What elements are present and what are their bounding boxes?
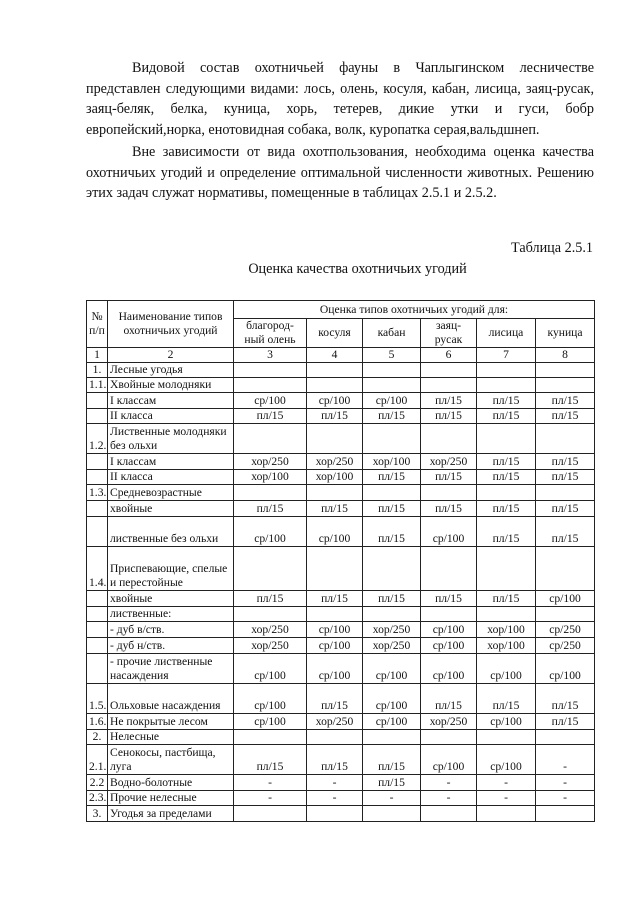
table-row xyxy=(87,501,595,517)
rating-cell: пл/15 xyxy=(536,409,595,424)
rating-cell: - xyxy=(536,775,595,791)
rating-cell: пл/15 xyxy=(307,745,363,775)
rating-cell xyxy=(536,485,595,501)
table-row xyxy=(87,638,595,654)
rating-cell: хор/250 xyxy=(421,454,477,470)
table-row xyxy=(87,775,595,791)
rating-cell xyxy=(477,806,536,822)
row-name: Хвойные молодняки xyxy=(108,378,234,393)
rating-cell: пл/15 xyxy=(421,501,477,517)
rating-cell: хор/250 xyxy=(234,622,307,638)
rating-cell: пл/15 xyxy=(234,591,307,607)
row-name: Лесные угодья xyxy=(108,363,234,378)
rating-cell: пл/15 xyxy=(477,591,536,607)
intro-paragraph-2-text: Вне зависимости от вида охотпользования, необходима оценка качества охотничьих угодий и определение оптимальной численности животных. Решению этих задач служат нормативы, помещенные в таблицах 2.5.1 и 2.5.2. xyxy=(86,144,594,201)
rating-cell xyxy=(307,485,363,501)
rating-cell xyxy=(421,607,477,622)
row-name: Прочие нелесные xyxy=(108,791,234,806)
rating-cell: хор/100 xyxy=(307,470,363,485)
row-number: 1.1. xyxy=(87,378,108,393)
row-name: лиственные: xyxy=(108,607,234,622)
intro-paragraph-1-text: Видовой состав охотничьей фауны в Чаплыгинском лесничестве представлен следующими видами: лось, олень, косуля, кабан, лисица, заяц-русак, заяц-беляк, белка, куница, хорь, тетерев, дикие утки и гуси, бобр европейский,норка, енотовидная собака, волк, куропатка серая,вальдшнеп. xyxy=(86,60,594,138)
rating-cell xyxy=(363,363,421,378)
rating-cell xyxy=(234,730,307,745)
column-number: 8 xyxy=(536,348,595,363)
rating-cell: пл/15 xyxy=(536,684,595,714)
rating-cell: хор/100 xyxy=(234,470,307,485)
rating-cell: ср/100 xyxy=(307,654,363,684)
table-row xyxy=(87,547,595,591)
row-number: 1. xyxy=(87,363,108,378)
rating-cell: пл/15 xyxy=(477,470,536,485)
rating-cell: пл/15 xyxy=(234,409,307,424)
row-number: 2.2 xyxy=(87,775,108,791)
rating-cell xyxy=(363,806,421,822)
column-number: 5 xyxy=(363,348,421,363)
rating-cell: пл/15 xyxy=(363,409,421,424)
rating-cell: пл/15 xyxy=(477,684,536,714)
rating-cell: пл/15 xyxy=(363,517,421,547)
rating-cell xyxy=(363,730,421,745)
row-name: - дуб н/ств. xyxy=(108,638,234,654)
rating-cell xyxy=(536,424,595,454)
row-name: Нелесные xyxy=(108,730,234,745)
rating-cell xyxy=(363,424,421,454)
rating-cell: ср/100 xyxy=(307,638,363,654)
table-body xyxy=(87,363,595,822)
table-title: Оценка качества охотничьих угодий xyxy=(248,261,467,277)
rating-cell: ср/250 xyxy=(536,638,595,654)
rating-cell: пл/15 xyxy=(234,745,307,775)
rating-cell: ср/100 xyxy=(421,517,477,547)
table-row xyxy=(87,591,595,607)
row-number xyxy=(87,654,108,684)
table-row xyxy=(87,485,595,501)
row-name: II класса xyxy=(108,470,234,485)
table-row xyxy=(87,517,595,547)
row-number xyxy=(87,517,108,547)
rating-cell: пл/15 xyxy=(421,470,477,485)
rating-cell: хор/250 xyxy=(234,638,307,654)
rating-cell xyxy=(307,806,363,822)
row-number xyxy=(87,393,108,409)
row-name: Сенокосы, пастбища, луга xyxy=(108,745,234,775)
rating-cell: хор/250 xyxy=(363,638,421,654)
row-number xyxy=(87,501,108,517)
row-name: хвойные xyxy=(108,501,234,517)
rating-cell: пл/15 xyxy=(421,591,477,607)
row-name: Средневозрастные xyxy=(108,485,234,501)
header-species: косуля xyxy=(307,319,363,348)
rating-cell: пл/15 xyxy=(363,745,421,775)
row-name: лиственные без ольхи xyxy=(108,517,234,547)
table-row xyxy=(87,654,595,684)
rating-cell xyxy=(234,607,307,622)
rating-cell xyxy=(536,547,595,591)
column-number: 1 xyxy=(87,348,108,363)
table-row xyxy=(87,622,595,638)
rating-cell xyxy=(421,424,477,454)
rating-cell xyxy=(363,378,421,393)
rating-cell: пл/15 xyxy=(234,501,307,517)
column-number: 3 xyxy=(234,348,307,363)
row-name: Угодья за пределами xyxy=(108,806,234,822)
rating-cell: ср/100 xyxy=(234,393,307,409)
row-number xyxy=(87,409,108,424)
rating-cell xyxy=(307,424,363,454)
row-number xyxy=(87,454,108,470)
row-number: 1.2. xyxy=(87,424,108,454)
header-name: Наименование типов охотничьих угодий xyxy=(108,301,234,348)
rating-cell: пл/15 xyxy=(536,393,595,409)
rating-cell: - xyxy=(477,775,536,791)
rating-cell: ср/100 xyxy=(307,622,363,638)
rating-cell xyxy=(234,378,307,393)
rating-cell: ср/100 xyxy=(363,654,421,684)
rating-cell: пл/15 xyxy=(536,501,595,517)
rating-cell: хор/250 xyxy=(234,454,307,470)
row-number: 2.3. xyxy=(87,791,108,806)
row-number: 1.4. xyxy=(87,547,108,591)
row-name: I классам xyxy=(108,454,234,470)
row-name: Лиственные молодняки без ольхи xyxy=(108,424,234,454)
rating-cell: - xyxy=(307,791,363,806)
rating-cell: хор/100 xyxy=(477,638,536,654)
rating-cell: пл/15 xyxy=(307,684,363,714)
hunting-grounds-table xyxy=(86,300,595,822)
rating-cell xyxy=(477,485,536,501)
header-group: Оценка типов охотничьих угодий для: xyxy=(234,301,595,319)
rating-cell: - xyxy=(536,791,595,806)
table-row xyxy=(87,378,595,393)
rating-cell xyxy=(536,363,595,378)
rating-cell xyxy=(477,547,536,591)
rating-cell: ср/100 xyxy=(307,393,363,409)
rating-cell: ср/100 xyxy=(421,745,477,775)
column-number: 2 xyxy=(108,348,234,363)
intro-paragraph-1 xyxy=(86,58,594,140)
rating-cell xyxy=(421,485,477,501)
rating-cell xyxy=(307,607,363,622)
rating-cell xyxy=(421,378,477,393)
row-number: 2. xyxy=(87,730,108,745)
table-row xyxy=(87,393,595,409)
table-row xyxy=(87,607,595,622)
rating-cell: - xyxy=(307,775,363,791)
rating-cell: пл/15 xyxy=(477,517,536,547)
rating-cell: ср/100 xyxy=(477,745,536,775)
rating-cell: пл/15 xyxy=(536,517,595,547)
row-number: 1.3. xyxy=(87,485,108,501)
rating-cell: - xyxy=(363,791,421,806)
rating-cell: ср/100 xyxy=(363,714,421,730)
rating-cell xyxy=(477,424,536,454)
table-row xyxy=(87,730,595,745)
table-row xyxy=(87,684,595,714)
rating-cell: - xyxy=(234,791,307,806)
rating-cell xyxy=(421,363,477,378)
rating-cell xyxy=(421,730,477,745)
table-row xyxy=(87,424,595,454)
table-row xyxy=(87,363,595,378)
rating-cell: хор/250 xyxy=(307,454,363,470)
header-species: куница xyxy=(536,319,595,348)
rating-cell xyxy=(234,424,307,454)
rating-cell: хор/100 xyxy=(477,622,536,638)
table-row xyxy=(87,714,595,730)
rating-cell xyxy=(363,485,421,501)
row-number: 1.6. xyxy=(87,714,108,730)
rating-cell: пл/15 xyxy=(363,501,421,517)
row-number: 3. xyxy=(87,806,108,822)
rating-cell xyxy=(307,363,363,378)
rating-cell: ср/100 xyxy=(234,517,307,547)
rating-cell xyxy=(536,378,595,393)
row-name: II класса xyxy=(108,409,234,424)
rating-cell xyxy=(307,730,363,745)
rating-cell: хор/250 xyxy=(421,714,477,730)
table-label: Таблица 2.5.1 xyxy=(511,240,593,256)
rating-cell xyxy=(536,730,595,745)
rating-cell xyxy=(536,806,595,822)
rating-cell: пл/15 xyxy=(363,591,421,607)
rating-cell: ср/250 xyxy=(536,622,595,638)
rating-cell: пл/15 xyxy=(307,409,363,424)
header-species: лисица xyxy=(477,319,536,348)
header-species: кабан xyxy=(363,319,421,348)
rating-cell: ср/100 xyxy=(421,638,477,654)
row-name: хвойные xyxy=(108,591,234,607)
rating-cell: хор/100 xyxy=(363,454,421,470)
rating-cell: - xyxy=(477,791,536,806)
row-number: 1.5. xyxy=(87,684,108,714)
rating-cell: ср/100 xyxy=(477,714,536,730)
rating-cell: пл/15 xyxy=(536,470,595,485)
rating-cell xyxy=(307,547,363,591)
rating-cell xyxy=(234,806,307,822)
row-name: Не покрытые лесом xyxy=(108,714,234,730)
column-number: 7 xyxy=(477,348,536,363)
row-number xyxy=(87,470,108,485)
rating-cell: ср/100 xyxy=(234,684,307,714)
rating-cell: ср/100 xyxy=(536,654,595,684)
rating-cell xyxy=(477,363,536,378)
row-name: - дуб в/ств. xyxy=(108,622,234,638)
rating-cell: ср/100 xyxy=(421,654,477,684)
row-number: 2.1. xyxy=(87,745,108,775)
rating-cell: пл/15 xyxy=(421,684,477,714)
rating-cell: ср/100 xyxy=(536,591,595,607)
rating-cell xyxy=(234,547,307,591)
intro-paragraph-2 xyxy=(86,142,594,204)
header-species: заяц-русак xyxy=(421,319,477,348)
rating-cell: - xyxy=(536,745,595,775)
rating-cell xyxy=(234,363,307,378)
rating-cell xyxy=(477,378,536,393)
rating-cell: хор/250 xyxy=(307,714,363,730)
rating-cell: - xyxy=(421,791,477,806)
rating-cell: пл/15 xyxy=(363,775,421,791)
rating-cell xyxy=(421,806,477,822)
rating-cell: пл/15 xyxy=(477,393,536,409)
table-row xyxy=(87,745,595,775)
rating-cell: ср/100 xyxy=(421,622,477,638)
rating-cell: - xyxy=(234,775,307,791)
row-name: Водно-болотные xyxy=(108,775,234,791)
rating-cell xyxy=(421,547,477,591)
rating-cell: пл/15 xyxy=(536,714,595,730)
rating-cell: пл/15 xyxy=(536,454,595,470)
rating-cell: ср/100 xyxy=(234,714,307,730)
rating-cell: пл/15 xyxy=(363,470,421,485)
rating-cell xyxy=(234,485,307,501)
table-row xyxy=(87,470,595,485)
column-number: 4 xyxy=(307,348,363,363)
rating-cell xyxy=(477,730,536,745)
rating-cell: пл/15 xyxy=(307,591,363,607)
rating-cell: пл/15 xyxy=(307,501,363,517)
table-row xyxy=(87,806,595,822)
rating-cell xyxy=(307,378,363,393)
rating-cell xyxy=(363,547,421,591)
rating-cell: пл/15 xyxy=(421,393,477,409)
row-name: Ольховые насаждения xyxy=(108,684,234,714)
column-number: 6 xyxy=(421,348,477,363)
table-row xyxy=(87,409,595,424)
header-species: благород-ный олень xyxy=(234,319,307,348)
row-name: I классам xyxy=(108,393,234,409)
rating-cell: ср/100 xyxy=(234,654,307,684)
rating-cell: ср/100 xyxy=(363,393,421,409)
rating-cell xyxy=(536,607,595,622)
table-row xyxy=(87,791,595,806)
row-name: Приспевающие, спелые и перестойные xyxy=(108,547,234,591)
rating-cell: пл/15 xyxy=(421,409,477,424)
row-number xyxy=(87,638,108,654)
row-number xyxy=(87,591,108,607)
table-row xyxy=(87,454,595,470)
rating-cell: - xyxy=(421,775,477,791)
row-number xyxy=(87,607,108,622)
row-name: - прочие лиственные насаждения xyxy=(108,654,234,684)
rating-cell: пл/15 xyxy=(477,454,536,470)
row-number xyxy=(87,622,108,638)
rating-cell: пл/15 xyxy=(477,501,536,517)
rating-cell xyxy=(477,607,536,622)
rating-cell: хор/250 xyxy=(363,622,421,638)
rating-cell xyxy=(363,607,421,622)
header-num: № п/п xyxy=(87,301,108,348)
rating-cell: ср/100 xyxy=(307,517,363,547)
rating-cell: пл/15 xyxy=(477,409,536,424)
rating-cell: ср/100 xyxy=(477,654,536,684)
rating-cell: ср/100 xyxy=(363,684,421,714)
